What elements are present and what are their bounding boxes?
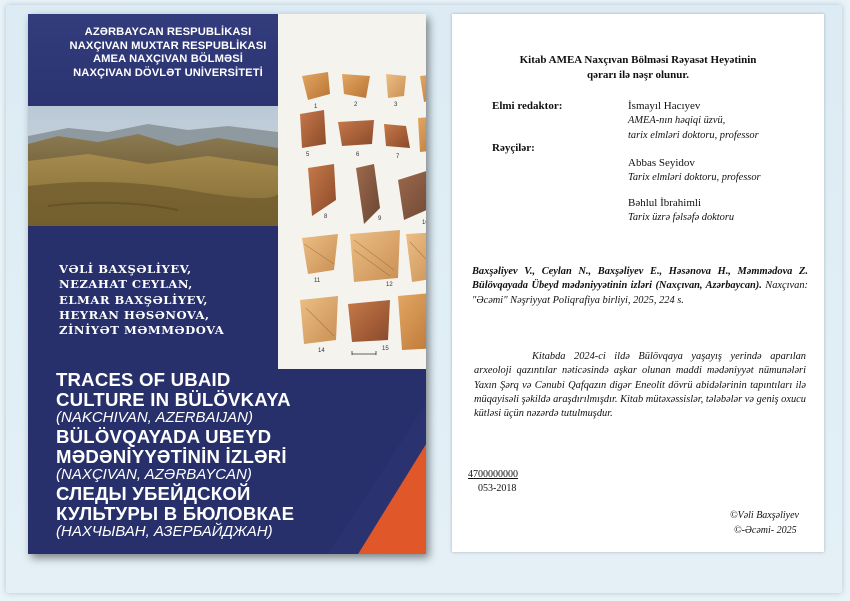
publishers-list [58, 26, 278, 80]
bibliographic-record [472, 265, 808, 308]
author: HEYRAN HƏSƏNOVA, [59, 307, 210, 322]
sherd-label: 7 [396, 154, 400, 160]
title-ru-line: СЛЕДЫ УБЕЙДСКОЙ [56, 483, 251, 504]
title-page [452, 14, 824, 552]
abstract: Kitabda 2024-ci ildə Bülövqaya yaşayış yerində aparılan arxeoloji qazıntılar nəticəsində aşkar olunan maddi mədəniyyət nümunələri Yaxın Şərq və Cənubi Qafqazın digər Eneolit dövrü abidələrinin tapıntıları ilə müqayisəli şəkildə araşdırılmışdır. Kitab mütəxəssislər, tələbələr və geniş oxucu kütləsi üçün nəzərdə tutulmuşdur. [474, 351, 806, 420]
reviewers-label: Rəyçilər: [492, 142, 535, 154]
pottery-sherds [294, 64, 429, 364]
sherd-label: 3 [394, 102, 398, 108]
reviewer-name: Bəhlul İbrahimli [628, 197, 702, 209]
publication-note-line2: qərarı ilə nəşr olunur. [586, 69, 690, 81]
sherd-label: 12 [386, 282, 393, 288]
editor-name: İsmayıl Hacıyev [628, 100, 701, 112]
sherd-label: 10 [422, 220, 429, 226]
cover-title [56, 370, 386, 541]
subtitle-ru: (НАХЧЫВАН, АЗЕРБАЙДЖАН) [56, 523, 273, 540]
author: VƏLİ BAXŞƏLİYEV, [59, 262, 192, 276]
sherd-label: 8 [324, 214, 328, 220]
biblio-authors-title: Baxşəliyev V., Ceylan N., Baxşəliyev E., Həsənova H., Məmmədova Z. Bülövqayada Übeyd mədəniyyətinin izləri (Naxçıvan, Azərbaycan). [472, 266, 808, 292]
biblio-publisher: Naxçıvan: "Əcəmi" Nəşriyyat Poliqrafiya birliyi, 2025, 224 s. [472, 280, 809, 306]
publisher-line: AZƏRBAYCAN RESPUBLİKASI [84, 26, 252, 38]
isbn-code: 4700000000 [468, 469, 518, 480]
title-en-line: CULTURE IN BÜLÖVKAYA [56, 388, 291, 410]
book-cover [28, 14, 429, 554]
publisher-line: NAXÇIVAN DÖVLƏT UNİVERSİTETİ [73, 66, 263, 79]
sherd-label: 2 [354, 102, 358, 108]
subtitle-en: (NAKCHIVAN, AZERBAIJAN) [56, 409, 253, 426]
sherd-label: 11 [314, 278, 321, 284]
reviewer-name: Abbas Seyidov [628, 157, 695, 169]
copyright-publisher: ©-Əcəmi- 2025 [734, 525, 797, 536]
editor-title: AMEA-nın həqiqi üzvü, [628, 115, 726, 126]
editor-label: Elmi redaktor: [492, 100, 563, 112]
title-az-line: BÜLÖVQAYADA UBEYD [56, 426, 272, 447]
publication-note-line1: Kitab AMEA Naxçıvan Bölməsi Rəyasət Heyətinin [519, 54, 757, 66]
title-ru-line: КУЛЬТУРЫ В БЮЛОВКАЕ [56, 502, 295, 524]
copyright-author: ©Vəli Baxşəliyev [730, 510, 799, 521]
editor-title: tarix elmləri doktoru, professor [628, 130, 759, 141]
isbn-suffix: 053-2018 [478, 483, 517, 494]
sherd-label: 5 [306, 152, 310, 158]
sherd-label: 9 [378, 216, 382, 222]
reviewer-title: Tarix üzrə fəlsəfə doktoru [628, 212, 735, 223]
sherd-label: 6 [356, 152, 360, 158]
author: ZİNİYƏT MƏMMƏDOVA [59, 323, 225, 338]
reviewer-title: Tarix elmləri doktoru, professor [628, 172, 761, 183]
sherd-label: 14 [318, 348, 325, 354]
sherd-label: 15 [382, 346, 389, 352]
subtitle-az: (NAXÇIVAN, AZƏRBAYCAN) [56, 466, 252, 483]
title-en-line: TRACES OF UBAID [56, 369, 231, 390]
title-az-line: MƏDƏNİYYƏTİNİN İZLƏRİ [56, 445, 287, 467]
publisher-line: NAXÇIVAN MUXTAR RESPUBLİKASI [69, 39, 267, 52]
scale-bar-icon [352, 351, 376, 355]
sherd-label: 1 [314, 104, 318, 110]
author: NEZAHAT CEYLAN, [59, 277, 193, 292]
author: ELMAR BAXŞƏLİYEV, [59, 292, 208, 307]
authors-list [59, 262, 279, 338]
publisher-line: AMEA NAXÇIVAN BÖLMƏSİ [92, 53, 244, 65]
